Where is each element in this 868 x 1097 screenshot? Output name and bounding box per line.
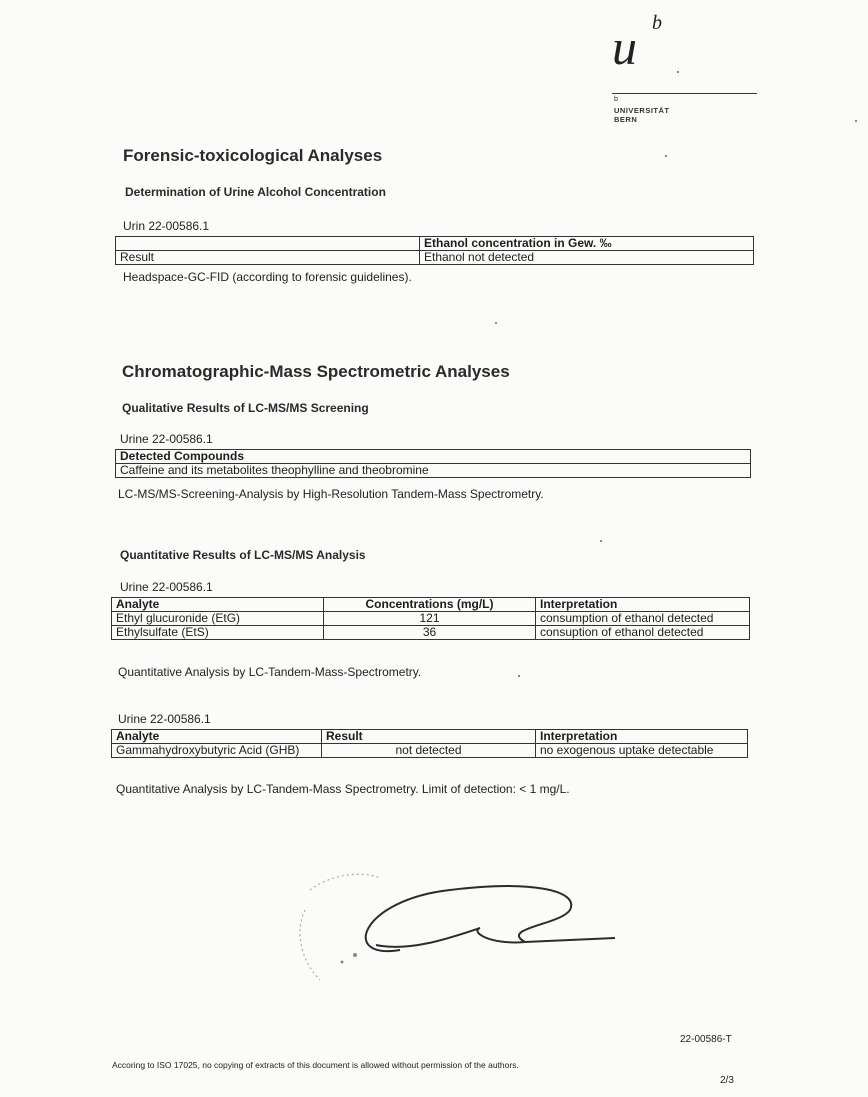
interpretation-header: Interpretation (536, 598, 750, 612)
table-row (116, 251, 754, 265)
analyte-cell: Ethyl glucuronide (EtG) (112, 612, 324, 626)
quantitative-table (111, 597, 750, 640)
analyte-header: Analyte (112, 598, 324, 612)
interpretation-cell: consumption of ethanol detected (536, 612, 750, 626)
quantitative-subtitle: Quantitative Results of LC-MS/MS Analysis (120, 548, 366, 562)
table-row (112, 626, 750, 640)
copyright-notice: Accoring to ISO 17025, no copying of extracts of this document is allowed without permission of the authors. (112, 1060, 519, 1070)
analyte-header: Analyte (112, 730, 322, 744)
screening-sample-label: Urine 22-00586.1 (120, 432, 213, 446)
table-row (112, 612, 750, 626)
interpretation-header: Interpretation (536, 730, 748, 744)
ghb-sample-label: Urine 22-00586.1 (118, 712, 211, 726)
table-row (116, 450, 751, 464)
university-logo: u (612, 19, 633, 75)
table-row (112, 730, 748, 744)
result-label: Result (116, 251, 420, 265)
screening-table (115, 449, 751, 478)
logo-divider (612, 93, 757, 94)
table-cell (116, 237, 420, 251)
quantitative-sample-label: Urine 22-00586.1 (120, 580, 213, 594)
interpretation-cell: no exogenous uptake detectable (536, 744, 748, 758)
university-logo-superscript: b (652, 12, 662, 34)
detected-compounds-header: Detected Compounds (116, 450, 751, 464)
chromatographic-subtitle: Qualitative Results of LC-MS/MS Screening (122, 401, 369, 415)
result-header: Result (322, 730, 536, 744)
ethanol-table (115, 236, 754, 265)
forensic-sample-label: Urin 22-00586.1 (123, 219, 210, 233)
concentration-cell: 36 (324, 626, 536, 640)
analyte-cell: Ethylsulfate (EtS) (112, 626, 324, 640)
concentration-cell: 121 (324, 612, 536, 626)
result-cell: not detected (322, 744, 536, 758)
forensic-method: Headspace-GC-FID (according to forensic guidelines). (123, 270, 412, 284)
forensic-title: Forensic-toxicological Analyses (123, 146, 383, 165)
page-number: 2/3 (720, 1075, 734, 1086)
ethanol-result: Ethanol not detected (420, 251, 754, 265)
scan-speck (855, 120, 857, 122)
chromatographic-title: Chromatographic-Mass Spectrometric Analyses (122, 362, 510, 381)
screening-method: LC-MS/MS-Screening-Analysis by High-Resolution Tandem-Mass Spectrometry. (118, 487, 544, 501)
table-row (116, 464, 751, 478)
table-row (112, 598, 750, 612)
signature (280, 850, 640, 1000)
table-row (112, 744, 748, 758)
scan-speck (677, 71, 679, 73)
concentration-header: Concentrations (mg/L) (324, 598, 536, 612)
analyte-cell: Gammahydroxybutyric Acid (GHB) (112, 744, 322, 758)
ethanol-header: Ethanol concentration in Gew. ‰ (420, 237, 754, 251)
forensic-subtitle: Determination of Urine Alcohol Concentration (125, 185, 386, 199)
detected-compounds-value: Caffeine and its metabolites theophylline and theobromine (116, 464, 751, 478)
ghb-table (111, 729, 748, 758)
scan-speck (665, 155, 667, 157)
interpretation-cell: consuption of ethanol detected (536, 626, 750, 640)
scan-speck (518, 675, 520, 677)
scan-speck (600, 540, 602, 542)
university-name: UNIVERSITÄT BERN (614, 106, 670, 124)
ghb-method: Quantitative Analysis by LC-Tandem-Mass Spectrometry. Limit of detection: < 1 mg/L. (116, 782, 570, 796)
quantitative-method: Quantitative Analysis by LC-Tandem-Mass-Spectrometry. (118, 665, 422, 679)
table-row (116, 237, 754, 251)
scan-speck (495, 322, 497, 324)
document-reference: 22-00586-T (680, 1034, 732, 1045)
logo-mark: b (614, 96, 618, 103)
